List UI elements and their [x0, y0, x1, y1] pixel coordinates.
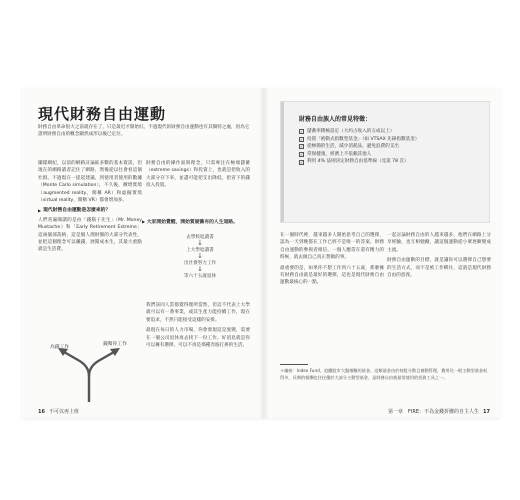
right-column-1	[280, 232, 384, 290]
fork-label-left: 為錢工作	[50, 345, 70, 350]
footnote: ＊編按：Index Fund，追蹤股市大盤指數的基金。這類基金由於持股分散且被動管理，費用比一般主動型基金低得多，長期的報酬也往往優於大部分主動型基金，是財務自由族最常使用的投資工具之一。	[280, 368, 488, 380]
paragraph: 財務自由的操作面與理念，只需專注在極端儲蓄（extreme savings）和投資上，也就是把收入的大部分存下來，並盡可能把支出降低，把省下的錢投入投資。	[146, 161, 250, 189]
checklist-item	[299, 136, 489, 144]
left-page-footer	[38, 408, 79, 415]
ladder-step: 去學校唸讀書	[186, 235, 214, 240]
ladder-step: 等六十五歲退休	[183, 274, 217, 279]
intro-text: 財務自由革命很大之前就存在了，只是最近才開始紅。不過現代的財務自由運動也有其獨特之處，因為它證明財務自由的概念顯然成形以後已定位。	[38, 125, 250, 138]
footnote-rule	[280, 364, 308, 365]
checklist-item	[299, 158, 489, 166]
sidebar-box	[280, 101, 490, 223]
down-arrow-icon: ↓	[197, 252, 203, 260]
checkbox-icon: ✓	[300, 129, 304, 135]
life-path-ladder	[155, 234, 245, 279]
checklist-item	[299, 128, 489, 136]
down-arrow-icon: ↓	[197, 239, 203, 247]
paragraph: 團隊網紀，以前的網路討論區多數的基本資訊，但現在的網路讀者記住了網路，然後從以往會看這個社群。不過現在一提起建議，到使用者使用的數據（Monte Carlo simulation），不久後，擴增實境（augmented reality，簡稱 AR）和虛擬實境（virtual reality，簡稱 VR）都會增加多。	[38, 161, 142, 204]
paragraph: 人們普遍閱讀的是由「錢鬍子先生」（Mr. Money Mustache）和「Early Retirement Extreme」這兩個部落格，這是個人理財圈的大部分代表性，並把這個理念可以賺錢，展開成本生，其最大重點就是生活費。	[38, 217, 142, 253]
sidebar-box-title: 財務自由族人的常見特徵：	[299, 116, 372, 123]
checklist-item	[299, 143, 489, 151]
fork-left-branch	[64, 352, 89, 402]
ladder-step: 出社會努力工作	[183, 261, 217, 266]
checkbox-icon: ✓	[300, 136, 304, 142]
page-number-right: 17	[483, 409, 490, 415]
checklist-item	[299, 151, 489, 159]
fork-label-right: 錢幫你工作	[103, 342, 127, 347]
book-gutter	[259, 88, 269, 418]
checklist-text: 利用 4% 法則決定財務自由基準線（見第 78 頁）	[307, 159, 409, 165]
checkbox-icon: ✓	[300, 144, 304, 150]
running-head-left: 不可以再上班	[48, 409, 79, 415]
right-page-footer	[388, 408, 490, 415]
checklist-text: 投資「被動式指數型基金」（如 VTSAX 先鋒指數基金）	[307, 136, 420, 142]
triangle-bullet-icon: ▶	[38, 208, 42, 214]
right-column-2	[387, 232, 491, 282]
paragraph: 我們該同人當都覺得理所當然，但這不代表上大學就可以有一番事業，或其生產力能持續工作，現在要追求，不然只能接受這樣的安排。	[146, 303, 250, 323]
checkbox-icon: ✓	[300, 152, 304, 158]
box-accent-bar	[281, 102, 284, 222]
paragraph: 最重要的是，如果你不想工作到六十五歲，那麼擁有財務自由就是最好的選擇，這也是現代財務自由運動最核心的一點。	[280, 265, 384, 286]
paragraph: 在一個時代裡，越來越多人開始思考自己的選擇，認為一天到晚都在工作已經不是唯一的答案。財務自由運動的參與者相信，一個人應當在還有精力的時候，就去做自己真正想做的事。	[280, 233, 384, 261]
left-column-1	[38, 160, 142, 257]
left-column-2	[146, 160, 250, 193]
triangle-bullet-icon: ▶	[142, 219, 146, 224]
paragraph: 最現在每日的人力市場，你會發現這是異變，需要在一個公司退休再去找下一份工作。好消息就是你可以擁有選擇，可以不再是那種奔波打拼的生活。	[146, 328, 250, 349]
checklist-text: 儲蓄率積極設定（大約占收入的五成以上）	[307, 129, 395, 134]
ladder-heading-text: 大家開始覺醒，開始質疑舊有的人生道路。	[146, 220, 238, 225]
checkbox-icon: ✓	[300, 159, 304, 165]
checklist-text: 從極簡的生活，減少消耗品，避免浪費的支出	[307, 144, 399, 150]
sidebar-checklist	[299, 128, 489, 166]
fork-right-branch	[89, 352, 114, 376]
paragraph: 一起討論財務自由的人越來越多，他們在網路上分享經驗，也互相勉勵，讓這個運動從小眾逐漸變成主流。	[387, 233, 491, 253]
running-head-right: 第一章 FIRE：不為金錢折腰的自主人生	[388, 409, 479, 415]
ladder-step: 上大學唸讀書	[186, 248, 214, 253]
section-heading	[38, 207, 142, 214]
paragraph: 財務自由運動的目標，就是讓你可以選擇自己想要的生活方式，而不是被工作綁住，這就是現代財務自由的意義。	[387, 258, 491, 279]
left-column-2-lower	[146, 302, 250, 352]
page-number-left: 16	[38, 409, 45, 415]
section-heading-text: 現代財務自由運動是怎麼來的？	[43, 208, 111, 214]
checklist-text: 常保健康，經濟上不依賴其他人	[307, 151, 372, 157]
ladder-heading	[142, 218, 254, 226]
down-arrow-icon: ↓	[197, 265, 203, 273]
chapter-title: 現代財務自由運動	[38, 105, 167, 123]
